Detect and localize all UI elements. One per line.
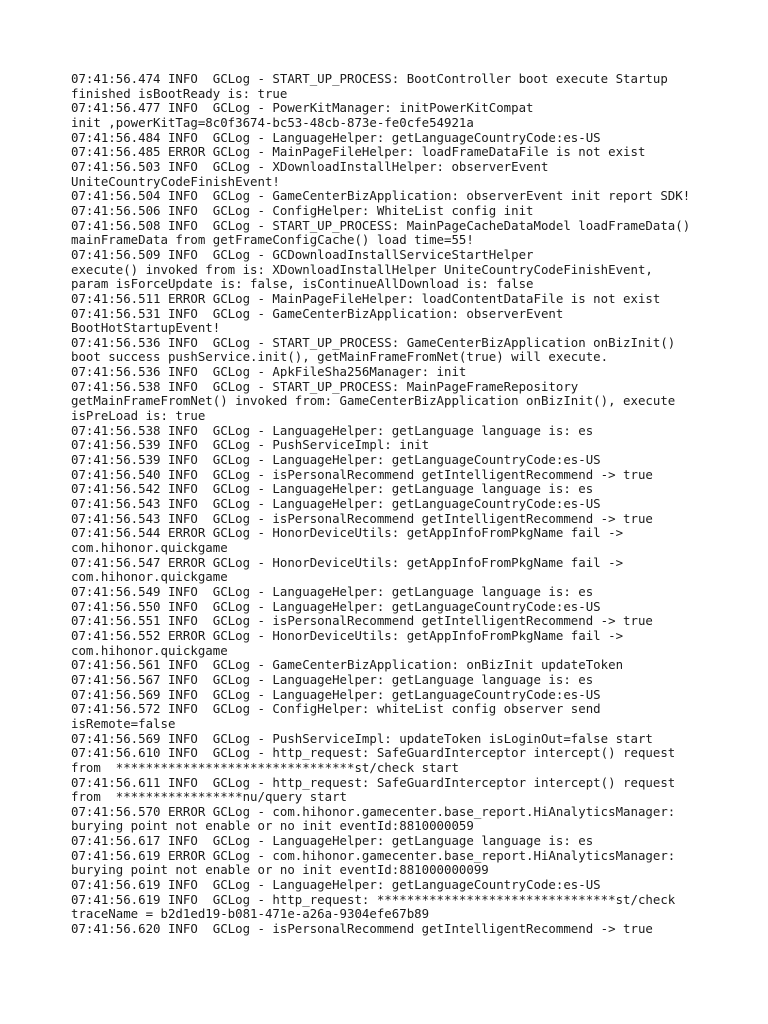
log-line: burying point not enable or no init eventId:881000000099	[71, 862, 489, 878]
log-line: from ********************************st/check start	[71, 759, 459, 775]
log-line: 07:41:56.536 INFO GCLog - START_UP_PROCESS: GameCenterBizApplication onBizInit()	[71, 334, 676, 350]
log-line: 07:41:56.539 INFO GCLog - LanguageHelper: getLanguageCountryCode:es-US	[71, 452, 601, 468]
log-line: 07:41:56.549 INFO GCLog - LanguageHelper: getLanguage language is: es	[71, 583, 594, 599]
log-document	[71, 72, 711, 937]
log-line: 07:41:56.570 ERROR GCLog - com.hihonor.gamecenter.base_report.HiAnalyticsManager:	[71, 803, 676, 819]
log-line: 07:41:56.509 INFO GCLog - GCDownloadInstallServiceStartHelper	[71, 246, 534, 262]
log-line: 07:41:56.617 INFO GCLog - LanguageHelper: getLanguage language is: es	[71, 833, 594, 849]
log-line: 07:41:56.569 INFO GCLog - PushServiceImpl: updateToken isLoginOut=false start	[71, 730, 653, 746]
log-line: isRemote=false	[71, 715, 176, 731]
log-line: 07:41:56.567 INFO GCLog - LanguageHelper: getLanguage language is: es	[71, 671, 594, 687]
log-line: 07:41:56.542 INFO GCLog - LanguageHelper: getLanguage language is: es	[71, 481, 594, 497]
log-line: 07:41:56.569 INFO GCLog - LanguageHelper: getLanguageCountryCode:es-US	[71, 686, 601, 702]
log-line: 07:41:56.551 INFO GCLog - isPersonalRecommend getIntelligentRecommend -> true	[71, 613, 653, 629]
log-line: finished isBootReady is: true	[71, 85, 288, 101]
log-line: 07:41:56.543 INFO GCLog - isPersonalRecommend getIntelligentRecommend -> true	[71, 510, 653, 526]
log-line: 07:41:56.572 INFO GCLog - ConfigHelper: whiteList config observer send	[71, 701, 601, 717]
log-line: 07:41:56.538 INFO GCLog - START_UP_PROCESS: MainPageFrameRepository	[71, 378, 579, 394]
log-line: com.hihonor.quickgame	[71, 540, 228, 555]
log-line: 07:41:56.511 ERROR GCLog - MainPageFileHelper: loadContentDataFile is not exist	[71, 290, 661, 306]
log-line: 07:41:56.544 ERROR GCLog - HonorDeviceUtils: getAppInfoFromPkgName fail ->	[71, 525, 624, 541]
log-line: 07:41:56.619 INFO GCLog - LanguageHelper: getLanguageCountryCode:es-US	[71, 877, 601, 893]
log-line: 07:41:56.619 ERROR GCLog - com.hihonor.gamecenter.base_report.HiAnalyticsManager:	[71, 847, 676, 863]
log-line: 07:41:56.611 INFO GCLog - http_request: SafeGuardInterceptor intercept() request	[71, 774, 676, 790]
log-line: 07:41:56.620 INFO GCLog - isPersonalRecommend getIntelligentRecommend -> true	[71, 921, 653, 937]
log-line: com.hihonor.quickgame	[71, 642, 228, 658]
log-line: UniteCountryCodeFinishEvent!	[71, 173, 280, 189]
log-line: boot success pushService.init(), getMainFrameFromNet(true) will execute.	[71, 349, 609, 365]
log-line: 07:41:56.477 INFO GCLog - PowerKitManager: initPowerKitCompat	[71, 100, 534, 116]
log-line: 07:41:56.536 INFO GCLog - ApkFileSha256Manager: init	[71, 364, 467, 380]
log-line: 07:41:56.504 INFO GCLog - GameCenterBizApplication: observerEvent init report SDK!	[71, 188, 691, 204]
log-line: BootHotStartupEvent!	[71, 320, 221, 336]
log-line: 07:41:56.552 ERROR GCLog - HonorDeviceUtils: getAppInfoFromPkgName fail ->	[71, 627, 624, 643]
log-line: traceName = b2d1ed19-b081-471e-a26a-9304efe67b89	[71, 906, 430, 922]
log-line: mainFrameData from getFrameConfigCache() load time=55!	[71, 232, 474, 248]
log-line: 07:41:56.547 ERROR GCLog - HonorDeviceUtils: getAppInfoFromPkgName fail ->	[71, 554, 624, 570]
log-line: 07:41:56.561 INFO GCLog - GameCenterBizApplication: onBizInit updateToken	[71, 657, 624, 673]
log-line: 07:41:56.550 INFO GCLog - LanguageHelper: getLanguageCountryCode:es-US	[71, 598, 601, 614]
log-line: 07:41:56.503 INFO GCLog - XDownloadInstallHelper: observerEvent	[71, 158, 549, 174]
log-line: init ,powerKitTag=8c0f3674-bc53-48cb-873e-fe0cfe54921a	[71, 114, 474, 130]
log-line: isPreLoad is: true	[71, 408, 206, 424]
log-line: 07:41:56.543 INFO GCLog - LanguageHelper: getLanguageCountryCode:es-US	[71, 496, 601, 512]
log-line: param isForceUpdate is: false, isContinueAllDownload is: false	[71, 276, 534, 292]
log-line: 07:41:56.508 INFO GCLog - START_UP_PROCESS: MainPageCacheDataModel loadFrameData()	[71, 217, 691, 233]
log-line: 07:41:56.474 INFO GCLog - START_UP_PROCESS: BootController boot execute Startup	[71, 71, 668, 86]
log-line: 07:41:56.531 INFO GCLog - GameCenterBizApplication: observerEvent	[71, 305, 564, 321]
log-line: 07:41:56.619 INFO GCLog - http_request: ********************************st/check	[71, 891, 676, 907]
log-line: 07:41:56.610 INFO GCLog - http_request: SafeGuardInterceptor intercept() request	[71, 745, 676, 761]
log-line: 07:41:56.506 INFO GCLog - ConfigHelper: WhiteList config init	[71, 202, 534, 218]
log-line: com.hihonor.quickgame	[71, 569, 228, 585]
log-line: from *****************nu/query start	[71, 789, 348, 805]
log-line: 07:41:56.539 INFO GCLog - PushServiceImpl: init	[71, 437, 430, 453]
log-line: burying point not enable or no init eventId:8810000059	[71, 818, 474, 834]
log-line: execute() invoked from is: XDownloadInstallHelper UniteCountryCodeFinishEvent,	[71, 261, 653, 277]
log-line: 07:41:56.484 INFO GCLog - LanguageHelper: getLanguageCountryCode:es-US	[71, 129, 601, 145]
log-line: 07:41:56.538 INFO GCLog - LanguageHelper: getLanguage language is: es	[71, 422, 594, 438]
log-line: 07:41:56.485 ERROR GCLog - MainPageFileHelper: loadFrameDataFile is not exist	[71, 144, 646, 160]
log-line: 07:41:56.540 INFO GCLog - isPersonalRecommend getIntelligentRecommend -> true	[71, 466, 653, 482]
log-line: getMainFrameFromNet() invoked from: GameCenterBizApplication onBizInit(), execute	[71, 393, 676, 409]
